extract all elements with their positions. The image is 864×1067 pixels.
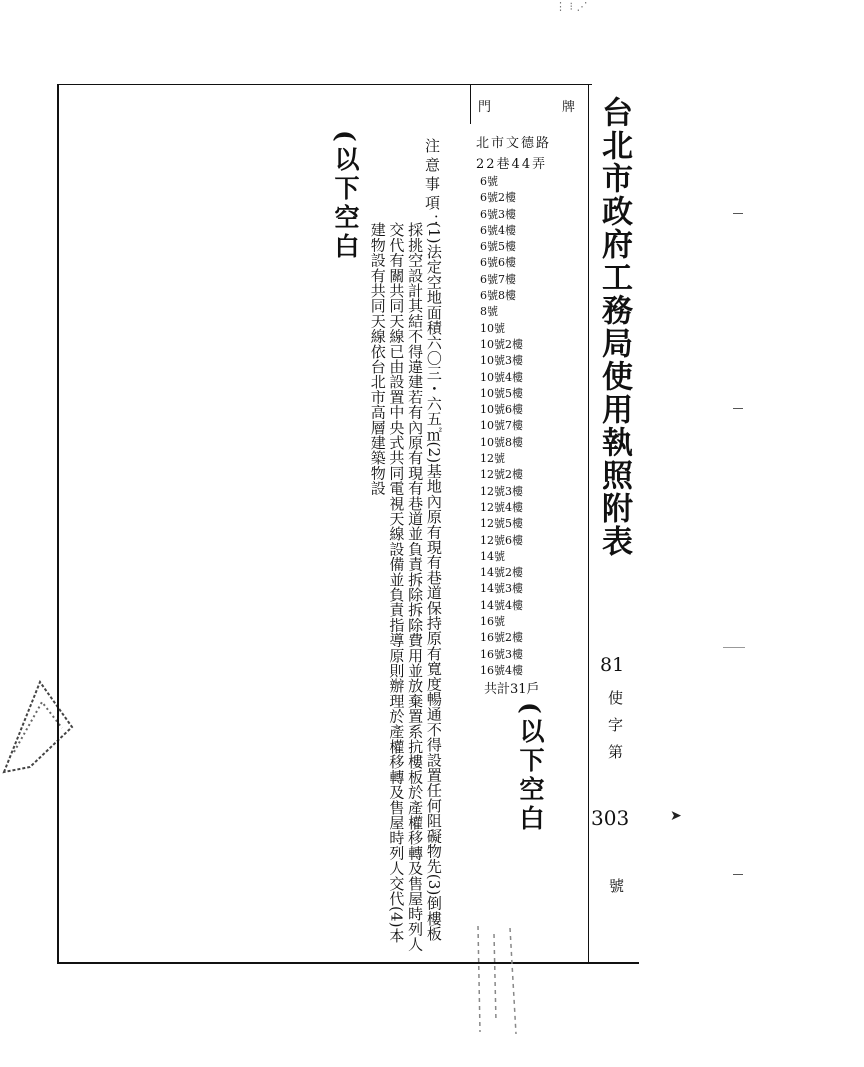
unit-entry: 12號3樓 xyxy=(480,484,523,498)
unit-total: 共計31戶 xyxy=(484,682,540,697)
unit-entry: 12號2樓 xyxy=(480,468,523,482)
unit-entry: 8號 xyxy=(480,305,498,319)
unit-entry: 14號4樓 xyxy=(480,598,523,612)
unit-entry: 6號5樓 xyxy=(480,240,516,254)
unit-entry: 10號5樓 xyxy=(480,386,523,400)
unit-entry: 14號 xyxy=(480,549,505,563)
unit-entry: 10號8樓 xyxy=(480,435,523,449)
unit-entry: 10號7樓 xyxy=(480,419,523,433)
scan-noise-bottom xyxy=(470,922,530,1037)
unit-entry: 6號3樓 xyxy=(480,207,516,221)
unit-entry: 14號3樓 xyxy=(480,582,523,596)
unit-entry: 12號4樓 xyxy=(480,500,523,514)
title-column-divider xyxy=(588,84,589,962)
form-title: 台北市政府工務局使用執照附表 xyxy=(596,96,632,558)
scan-noise-mark xyxy=(733,213,743,214)
unit-entry: 12號 xyxy=(480,452,505,466)
unit-entry: 6號6樓 xyxy=(480,256,516,270)
unit-entry: 6號8樓 xyxy=(480,289,516,303)
unit-entry: 10號3樓 xyxy=(480,354,523,368)
scan-noise-mark xyxy=(723,647,745,648)
scan-noise-arrow: ➤ xyxy=(670,808,682,824)
unit-entry: 16號2樓 xyxy=(480,631,523,645)
unit-entry: 10號4樓 xyxy=(480,370,523,384)
unit-entry: 10號6樓 xyxy=(480,403,523,417)
unit-entry: 6號4樓 xyxy=(480,223,516,237)
column-header-left: 門 xyxy=(478,100,492,115)
blank-mark-notes: (以下空白 xyxy=(331,130,360,262)
address-line-2: 22巷44弄 xyxy=(476,157,548,172)
column-header-right: 牌 xyxy=(562,100,576,115)
unit-entry: 16號4樓 xyxy=(480,663,523,677)
unit-entry: 16號3樓 xyxy=(480,647,523,661)
permit-type-label: 使字第 xyxy=(606,690,624,771)
unit-list xyxy=(480,174,523,679)
unit-entry: 10號2樓 xyxy=(480,337,523,351)
unit-entry: 10號 xyxy=(480,321,505,335)
permit-number-prefix: 81 xyxy=(600,654,625,676)
unit-entry: 12號5樓 xyxy=(480,517,523,531)
permit-number-suffix: 號 xyxy=(607,878,625,893)
unit-entry: 6號7樓 xyxy=(480,272,516,286)
permit-number: 303 xyxy=(591,806,630,830)
scan-noise-mark xyxy=(733,408,743,409)
unit-entry: 6號2樓 xyxy=(480,191,516,205)
notes-body: (1)法定空地面積六〇三・六五㎡(2)基地內原有現有巷道保持原有寬度暢通不得設置任何阻礙物先(3)倒樓板採挑空設計其結不得違建若有內原有現有巷道並負責拆除拆除費用並放棄置系抗樓板於產權移轉及售屋時列人交代有關共同天線已由設置中央式共同電視天線設備並負責指導原則辦理於產權移轉及售屋時列人交代(4)本建物設有共同天線依台北市高層建築物設 xyxy=(368,222,443,952)
address-line-1: 北市文德路 xyxy=(476,136,552,151)
unit-entry: 6號 xyxy=(480,175,498,188)
scan-noise-top: ⋮ ⁝ ⋰ xyxy=(555,0,588,13)
address-column-divider xyxy=(470,84,471,124)
notes-heading: 注意事項： xyxy=(423,138,441,233)
scan-noise-mark xyxy=(733,874,743,875)
unit-entry: 16號 xyxy=(480,615,505,629)
unit-entry: 14號2樓 xyxy=(480,566,523,580)
unit-entry: 12號6樓 xyxy=(480,533,523,547)
blank-mark-address: (以下空白 xyxy=(516,702,545,834)
